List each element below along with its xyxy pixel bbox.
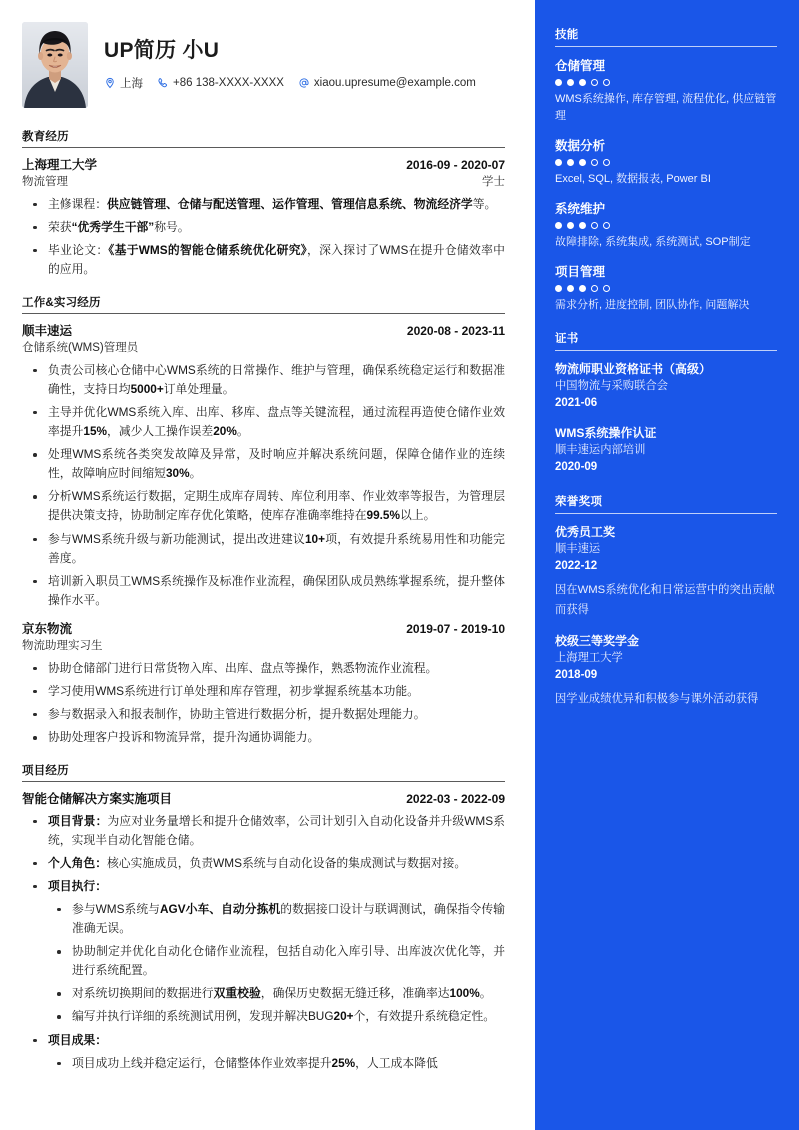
- bullet-item: 分析WMS系统运行数据，定期生成库存周转、库位利用率、作业效率等报告，为管理层提供决策支持，协助制定库存优化策略，使库存准确率维持在99.5%以上。: [22, 487, 505, 525]
- work-date: 2019-07 - 2019-10: [406, 622, 505, 637]
- contact-email: [298, 77, 476, 89]
- credential-name: 优秀员工奖: [555, 524, 616, 539]
- skill-name: 仓储管理: [555, 59, 606, 73]
- contact-location-text: 上海: [120, 78, 143, 90]
- skill-level-dots: [555, 79, 777, 86]
- credential-item: [555, 360, 777, 412]
- credential-org: 中国物流与采购联合会: [555, 380, 668, 393]
- credential-org: 顺丰速运内部培训: [555, 444, 646, 457]
- skill-name: 系统维护: [555, 202, 606, 217]
- skill-dot-filled: [567, 285, 574, 292]
- credential-date: 2018-09: [555, 668, 598, 681]
- portrait-photo-icon: [22, 22, 88, 108]
- skill-dot-filled: [579, 79, 586, 86]
- skill-item: [555, 56, 777, 125]
- sidebar-title-certificates: 证书: [555, 330, 777, 351]
- skill-dot-empty: [591, 79, 598, 86]
- credential-date: 2021-06: [555, 397, 598, 410]
- bullet-item: 负责公司核心仓储中心WMS系统的日常操作、维护与管理，确保系统稳定运行和数据准确性，支持日均5000+订单处理量。: [22, 361, 505, 399]
- skill-item: [555, 199, 777, 251]
- sub-bullet-item: 项目成功上线并稳定运行，仓储整体作业效率提升25%，人工成本降低: [48, 1054, 505, 1073]
- sidebar: [535, 0, 799, 1130]
- award-list: [555, 523, 777, 710]
- work-company: 顺丰速运: [22, 324, 73, 339]
- education-degree: 学士: [482, 176, 505, 189]
- work-bullets: [22, 659, 505, 747]
- skill-description: Excel, SQL, 数据报表, Power BI: [555, 173, 711, 186]
- project-date: 2022-03 - 2022-09: [406, 792, 505, 807]
- skill-dot-filled: [579, 159, 586, 166]
- skill-dot-filled: [567, 222, 574, 229]
- education-entry: [22, 156, 505, 279]
- header-text: [104, 22, 485, 91]
- work-bullets: [22, 361, 505, 610]
- bullet-item: 项目背景：为应对业务量增长和提升仓储效率，公司计划引入自动化设备并升级WMS系统，实现半自动化智能仓储。: [22, 812, 505, 850]
- resume-header: [22, 22, 505, 108]
- section-work: [22, 294, 505, 747]
- credential-note: 因在WMS系统优化和日常运营中的突出贡献而获得: [555, 583, 775, 616]
- sub-bullet-list: [48, 900, 505, 1027]
- bullet-item: 协助处理客户投诉和物流异常，提升沟通协调能力。: [22, 728, 505, 747]
- certificate-list: [555, 360, 777, 476]
- sidebar-title-skills: 技能: [555, 26, 777, 47]
- education-entry-sub: [22, 174, 505, 191]
- sidebar-certificates: [555, 330, 777, 476]
- education-major: 物流管理: [22, 176, 68, 189]
- skill-item: [555, 136, 777, 188]
- bullet-item: 协助仓储部门进行日常货物入库、出库、盘点等操作，熟悉物流作业流程。: [22, 659, 505, 678]
- bullet-item: 主修课程：供应链管理、仓储与配送管理、运作管理、管理信息系统、物流经济学等。: [22, 195, 505, 214]
- section-title-work: 工作&实习经历: [22, 294, 505, 314]
- contact-email-text: xiaou.upresume@example.com: [313, 77, 476, 89]
- work-role: 物流助理实习生: [22, 640, 103, 653]
- sidebar-awards: [555, 493, 777, 710]
- project-name: 智能仓储解决方案实施项目: [22, 792, 173, 807]
- skill-dot-empty: [603, 222, 610, 229]
- page-title: UP简历 小U: [104, 39, 220, 62]
- sub-bullet-item: 参与WMS系统与AGV小车、自动分拣机的数据接口设计与联调测试，确保指令传输准确无误。: [48, 900, 505, 938]
- skill-dot-empty: [603, 79, 610, 86]
- credential-item: [555, 424, 777, 476]
- credential-item: [555, 523, 777, 620]
- skill-name: 数据分析: [555, 139, 606, 154]
- skill-dot-filled: [555, 285, 562, 292]
- skill-name: 项目管理: [555, 265, 606, 280]
- credential-note: 因学业成绩优异和积极参与课外活动获得: [555, 693, 759, 706]
- education-bullets: [22, 195, 505, 279]
- bullet-item: 学习使用WMS系统进行订单处理和库存管理，初步掌握系统基本功能。: [22, 682, 505, 701]
- work-company: 京东物流: [22, 622, 73, 637]
- email-at-icon: [298, 77, 310, 89]
- section-title-projects: 项目经历: [22, 762, 505, 782]
- skill-dot-filled: [567, 159, 574, 166]
- skill-dot-empty: [591, 159, 598, 166]
- skill-dot-filled: [555, 159, 562, 166]
- skill-description: 故障排除, 系统集成, 系统测试, SOP制定: [555, 236, 751, 249]
- skill-dot-filled: [579, 222, 586, 229]
- credential-item: [555, 632, 777, 709]
- work-entry: [22, 322, 505, 610]
- sidebar-skills: [555, 26, 777, 314]
- project-bullets: [22, 812, 505, 1073]
- contact-phone: [157, 77, 284, 89]
- skill-level-dots: [555, 222, 777, 229]
- contact-location: [104, 75, 143, 91]
- credential-name: WMS系统操作认证: [555, 426, 657, 441]
- bullet-item: 项目执行： 参与WMS系统与AGV小车、自动分拣机的数据接口设计与联调测试，确保指令传输准确无误。 协助制定并优化自动化仓储作业流程，包括自动化入库引导、出库波次优化等，并进行系统配置。 对系统切换期间的数据进行双重校验，确保历史数据无缝迁移，准确率达100%。 编写并执行详细的系统测试用例，发现并解决BUG20+个，有效提升系统稳定性。: [22, 877, 505, 1027]
- sub-bullet-list: [48, 1054, 505, 1073]
- bullet-item: 毕业论文：《基于WMS的智能仓储系统优化研究》，深入探讨了WMS在提升仓储效率中的应用。: [22, 241, 505, 279]
- skill-dot-filled: [579, 285, 586, 292]
- skill-dot-empty: [603, 285, 610, 292]
- skill-dot-empty: [591, 285, 598, 292]
- contact-phone-text: +86 138-XXXX-XXXX: [173, 77, 284, 89]
- section-title-education: 教育经历: [22, 128, 505, 148]
- bullet-item: 参与WMS系统升级与新功能测试，提出改进建议10+项，有效提升系统易用性和功能完善度。: [22, 530, 505, 568]
- sidebar-title-awards: 荣誉奖项: [555, 493, 777, 514]
- bullet-item: 主导并优化WMS系统入库、出库、移库、盘点等关键流程，通过流程再造使仓储作业效率提升15%，减少人工操作误差20%。: [22, 403, 505, 441]
- work-entry-head: [22, 322, 505, 340]
- skill-list: [555, 56, 777, 314]
- skill-dot-filled: [555, 79, 562, 86]
- skill-description: WMS系统操作, 库存管理, 流程优化, 供应链管理: [555, 93, 777, 123]
- work-entry-head: [22, 620, 505, 638]
- bullet-item: 处理WMS系统各类突发故障及异常，及时响应并解决系统问题，保障仓储作业的连续性，故障响应时间缩短30%。: [22, 445, 505, 483]
- bullet-item: 项目成果： 项目成功上线并稳定运行，仓储整体作业效率提升25%，人工成本降低: [22, 1031, 505, 1073]
- credential-name: 物流师职业资格证书（高级）: [555, 362, 712, 377]
- bullet-item: 荣获“优秀学生干部”称号。: [22, 218, 505, 237]
- credential-date: 2020-09: [555, 461, 598, 474]
- avatar: [22, 22, 88, 108]
- skill-dot-empty: [591, 222, 598, 229]
- skill-item: [555, 262, 777, 314]
- project-entry: [22, 790, 505, 1073]
- work-entry-sub: [22, 638, 505, 655]
- credential-org: 上海理工大学: [555, 651, 623, 664]
- credential-date: 2022-12: [555, 559, 598, 572]
- bullet-item: 参与数据录入和报表制作，协助主管进行数据分析，提升数据处理能力。: [22, 705, 505, 724]
- skill-level-dots: [555, 159, 777, 166]
- sub-bullet-item: 对系统切换期间的数据进行双重校验，确保历史数据无缝迁移，准确率达100%。: [48, 984, 505, 1003]
- skill-dot-empty: [603, 159, 610, 166]
- bullet-item: 个人角色：核心实施成员，负责WMS系统与自动化设备的集成测试与数据对接。: [22, 854, 505, 873]
- education-entry-head: [22, 156, 505, 174]
- skill-description: 需求分析, 进度控制, 团队协作, 问题解决: [555, 299, 750, 312]
- project-entry-head: [22, 790, 505, 808]
- sub-bullet-item: 编写并执行详细的系统测试用例，发现并解决BUG20+个，有效提升系统稳定性。: [48, 1007, 505, 1026]
- work-entry: [22, 620, 505, 747]
- phone-icon: [157, 77, 169, 89]
- bullet-item: 培训新入职员工WMS系统操作及标准作业流程，确保团队成员熟练掌握系统，提升整体操作水平。: [22, 572, 505, 610]
- sub-bullet-item: 协助制定并优化自动化仓储作业流程，包括自动化入库引导、出库波次优化等，并进行系统配置。: [48, 942, 505, 980]
- skill-dot-filled: [567, 79, 574, 86]
- work-entry-sub: [22, 340, 505, 357]
- credential-name: 校级三等奖学金: [555, 633, 640, 648]
- education-school: 上海理工大学: [22, 158, 98, 172]
- credential-org: 顺丰速运: [555, 542, 601, 555]
- location-pin-icon: [104, 77, 116, 89]
- work-role: 仓储系统(WMS)管理员: [22, 342, 139, 355]
- contact-row: [104, 75, 485, 91]
- skill-level-dots: [555, 285, 777, 292]
- section-education: [22, 128, 505, 279]
- section-projects: [22, 762, 505, 1073]
- education-date: 2016-09 - 2020-07: [406, 158, 505, 172]
- skill-dot-filled: [555, 222, 562, 229]
- work-date: 2020-08 - 2023-11: [406, 324, 505, 339]
